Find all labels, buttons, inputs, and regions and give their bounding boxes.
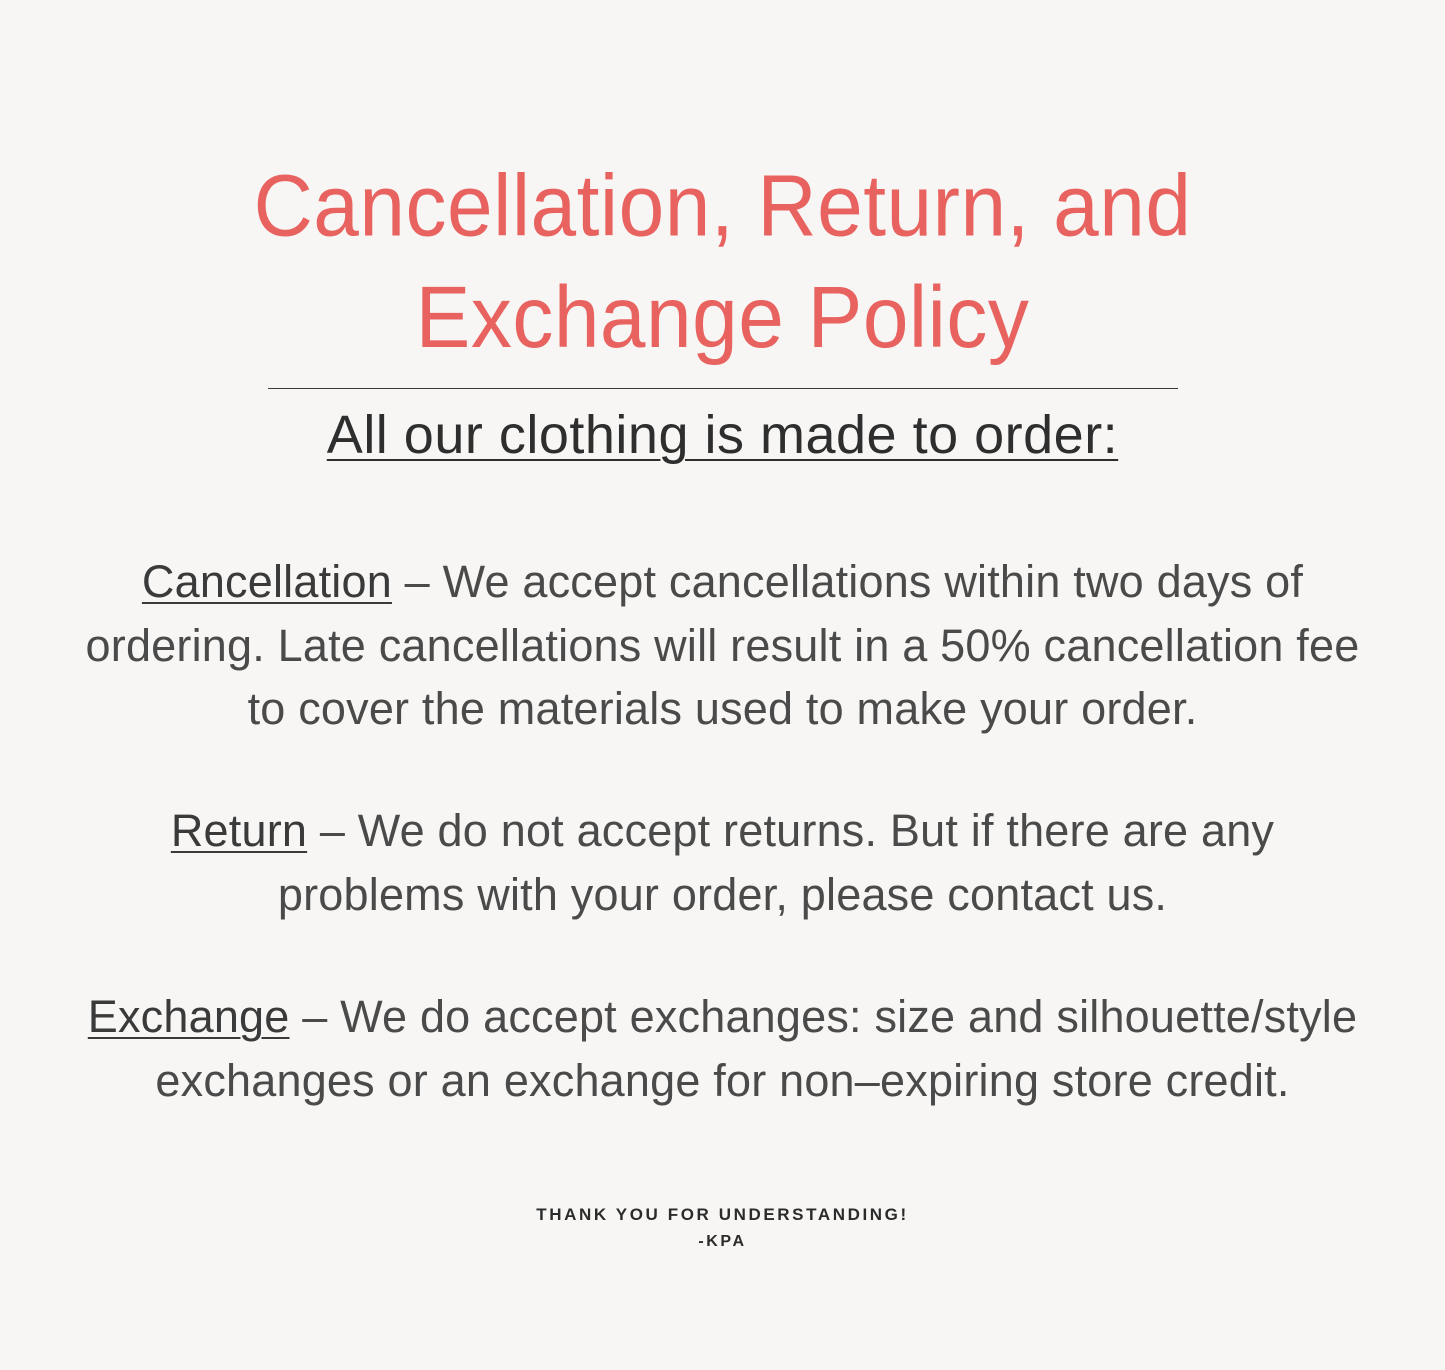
section-dash-cancellation: – <box>391 555 443 607</box>
title-divider <box>268 388 1178 389</box>
section-dash-exchange: – <box>289 991 341 1043</box>
page-subtitle: All our clothing is made to order: <box>326 404 1119 465</box>
footer-thank-you: THANK YOU FOR UNDERSTANDING! <box>536 1204 909 1224</box>
policy-section-return <box>78 799 1368 927</box>
section-text-cancellation: We accept cancellations within two days of ordering. Late cancellations will result in a 50% cancellation fee to cover the materials used to make your order. <box>85 555 1360 735</box>
policy-section-exchange <box>78 985 1368 1113</box>
footer-signature: -KPA <box>698 1232 747 1250</box>
section-keyword-return: Return <box>170 805 308 857</box>
section-text-exchange: We do accept exchanges: size and silhouette/style exchanges or an exchange for non–expiring store credit. <box>155 991 1358 1107</box>
section-keyword-cancellation: Cancellation <box>141 555 392 607</box>
section-dash-return: – <box>307 805 358 857</box>
section-keyword-exchange: Exchange <box>87 991 290 1043</box>
policy-section-cancellation <box>78 550 1368 742</box>
footer <box>536 1205 909 1251</box>
section-text-return: We do not accept returns. But if there are any problems with your order, please contact us. <box>277 805 1275 921</box>
page-title: Cancellation, Return, and Exchange Policy <box>253 158 1192 367</box>
